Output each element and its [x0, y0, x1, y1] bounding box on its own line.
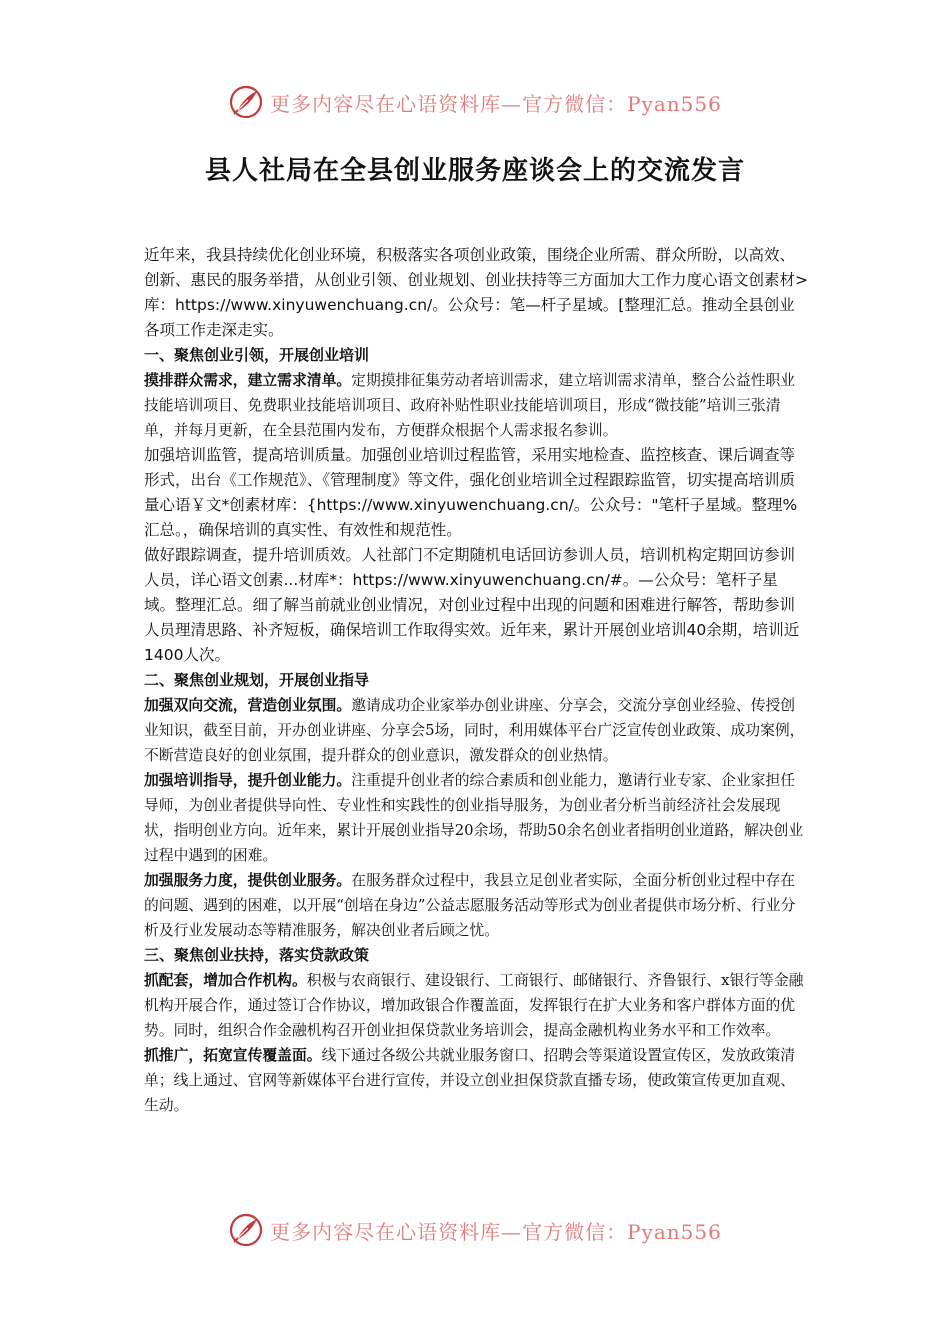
section-1-paragraph-1-lead: 摸排群众需求，建立需求清单。: [144, 372, 352, 389]
section-2-paragraph-1: [144, 693, 808, 768]
section-2-paragraph-3: [144, 868, 808, 943]
feather-pen-logo-icon: [228, 1212, 264, 1248]
section-2-paragraph-2-lead: 加强培训指导，提升创业能力。: [144, 772, 352, 789]
section-3-heading: 三、聚焦创业扶持，落实贷款政策: [144, 946, 370, 964]
section-3-paragraph-2-body: 线下通过各级公共就业服务窗口、招聘会等渠道设置宣传区，发放政策清单；线上通过、官网等新媒体平台进行宣传，并设立创业担保贷款直播专场，使政策宣传更加直观、生动。: [144, 1047, 796, 1114]
section-2-paragraph-1-lead: 加强双向交流，营造创业氛围。: [144, 697, 352, 714]
section-1-paragraph-1: [144, 368, 808, 443]
section-3-paragraph-2-lead: 抓推广，拓宽宣传覆盖面。: [144, 1047, 322, 1064]
section-3-paragraph-1-lead: 抓配套，增加合作机构。: [144, 972, 307, 989]
footer-watermark-banner: [0, 1210, 950, 1250]
section-2-paragraph-3-lead: 加强服务力度，提供创业服务。: [144, 872, 352, 889]
section-1-paragraph-2: 加强培训监管，提高培训质量。加强创业培训过程监管，采用实地检查、监控核查、课后调查等形式，出台《工作规范》、《管理制度》等文件，强化创业培训全过程跟踪监管，切实提高培训质量心语￥文*创素材库：{https://www.xinyuwenchuang.cn/。公众号："笔杆子星域。整理%汇总。，确保培训的真实性、有效性和规范性。: [144, 446, 798, 539]
footer-watermark-text: 更多内容尽在心语资料库—官方微信：Pyan556: [270, 1219, 722, 1244]
section-2-paragraph-1-body: 邀请成功企业家举办创业讲座、分享会，交流分享创业经验、传授创业知识，截至目前，开办创业讲座、分享会5场，同时，利用媒体平台广泛宣传创业政策、成功案例，不断营造良好的创业氛围，提升群众的创业意识，激发群众的创业热情。: [144, 697, 805, 764]
document-title: 县人社局在全县创业服务座谈会上的交流发言: [204, 156, 745, 186]
section-3-paragraph-1: [144, 968, 808, 1043]
document-body: [144, 243, 808, 1118]
section-2-paragraph-2: [144, 768, 808, 868]
section-2-paragraph-2-body: 注重提升创业者的综合素质和创业能力，邀请行业专家、企业家担任导师，为创业者提供导向性、专业性和实践性的创业指导服务，为创业者分析当前经济社会发展现状，指明创业方向。近年来，累计开展创业指导20余场，帮助50余名创业者指明创业道路，解决创业过程中遇到的困难。: [144, 772, 804, 864]
section-2-paragraph-3-body: 在服务群众过程中，我县立足创业者实际，全面分析创业过程中存在的问题、遇到的困难，以开展“创培在身边”公益志愿服务活动等形式为创业者提供市场分析、行业分析及行业发展动态等精准服务，解决创业者后顾之忧。: [144, 872, 796, 939]
section-3-paragraph-1-body: 积极与农商银行、建设银行、工商银行、邮储银行、齐鲁银行、x银行等金融机构开展合作，通过签订合作协议，增加政银合作覆盖面，发挥银行在扩大业务和客户群体方面的优势。同时，组织合作金融机构召开创业担保贷款业务培训会，提高金融机构业务水平和工作效率。: [144, 972, 804, 1039]
header-watermark-banner: [0, 82, 950, 122]
intro-paragraph: 近年来，我县持续优化创业环境，积极落实各项创业政策，围绕企业所需、群众所盼，以高效、创新、惠民的服务举措，从创业引领、创业规划、创业扶持等三方面加大工作力度心语文创素材>库：https://www.xinyuwenchuang.cn/。公众号：笔—杆子星域。[整理汇总。推动全县创业各项工作走深走实。: [144, 246, 808, 339]
section-1-heading: 一、聚焦创业引领，开展创业培训: [144, 346, 370, 364]
section-3-paragraph-2: [144, 1043, 808, 1118]
section-1-paragraph-3: 做好跟踪调查，提升培训质效。人社部门不定期随机电话回访参训人员，培训机构定期回访参训人员，详心语文创素...材库*：https://www.xinyuwenchuang.cn/#。—公众号：笔杆子星域。整理汇总。细了解当前就业创业情况，对创业过程中出现的问题和困难进行解答，帮助参训人员理清思路、补齐短板，确保培训工作取得实效。近年来，累计开展创业培训40余期，培训近1400人次。: [144, 546, 800, 664]
section-1-paragraph-1-body: 定期摸排征集劳动者培训需求，建立培训需求清单，整合公益性职业技能培训项目、免费职业技能培训项目、政府补贴性职业技能培训项目，形成“微技能”培训三张清单，并每月更新，在全县范围内发布，方便群众根据个人需求报名参训。: [144, 372, 796, 439]
header-watermark-text: 更多内容尽在心语资料库—官方微信：Pyan556: [270, 91, 722, 116]
feather-pen-logo-icon: [228, 84, 264, 120]
section-2-heading: 二、聚焦创业规划，开展创业指导: [144, 671, 370, 689]
